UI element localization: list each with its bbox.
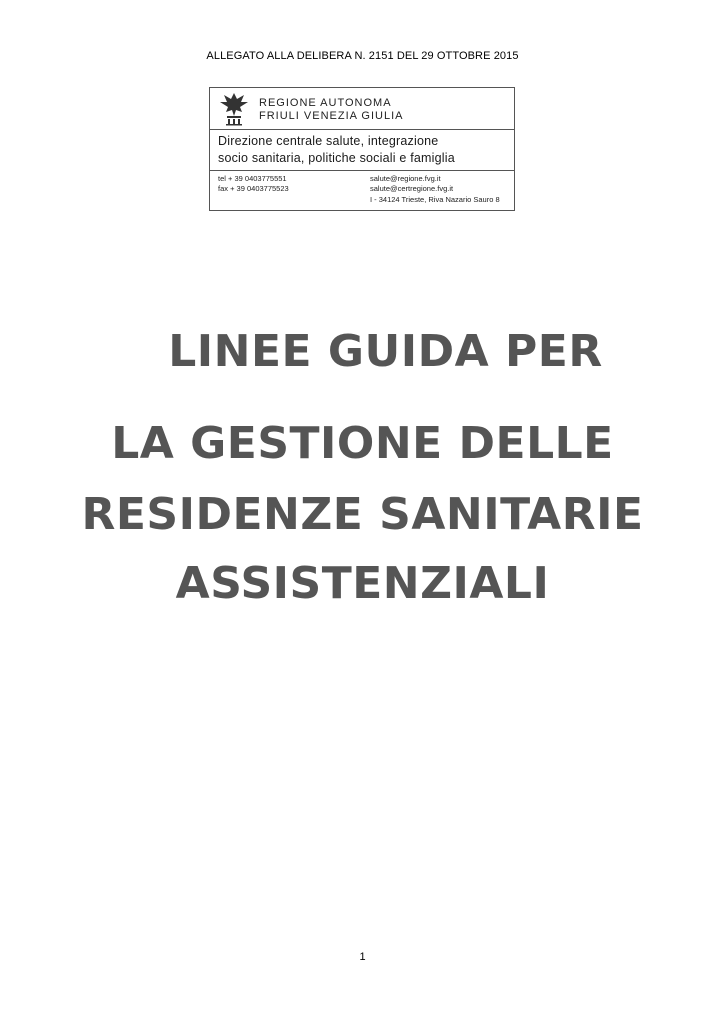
letterhead-top [210, 88, 514, 129]
contact-email: salute@regione.fvg.it [370, 174, 441, 183]
letterhead-divider-lower [210, 170, 514, 171]
department-line2: socio sanitaria, politiche sociali e famiglia [218, 151, 455, 165]
region-name-line1: REGIONE AUTONOMA [259, 97, 392, 109]
document-title-line2: LA GESTIONE DELLE [111, 418, 614, 469]
contact-address: I - 34124 Trieste, Riva Nazario Sauro 8 [370, 195, 500, 204]
letterhead [209, 87, 515, 211]
eagle-emblem-icon [218, 90, 250, 126]
contact-tel: tel + 39 0403775551 [218, 174, 287, 183]
contact-fax: fax + 39 0403775523 [218, 184, 289, 193]
region-name-line2: FRIULI VENEZIA GIULIA [259, 110, 404, 122]
department-line1: Direzione centrale salute, integrazione [218, 134, 439, 148]
header-note: ALLEGATO ALLA DELIBERA N. 2151 DEL 29 OTTOBRE 2015 [206, 50, 519, 62]
document-title-line1: LINEE GUIDA PER [168, 326, 603, 377]
contact-certified-email: salute@certregione.fvg.it [370, 184, 454, 193]
document-title-line4: ASSISTENZIALI [175, 558, 550, 609]
document-title-line3: RESIDENZE SANITARIE [81, 489, 644, 540]
letterhead-divider [210, 129, 514, 130]
page-number: 1 [359, 951, 366, 963]
